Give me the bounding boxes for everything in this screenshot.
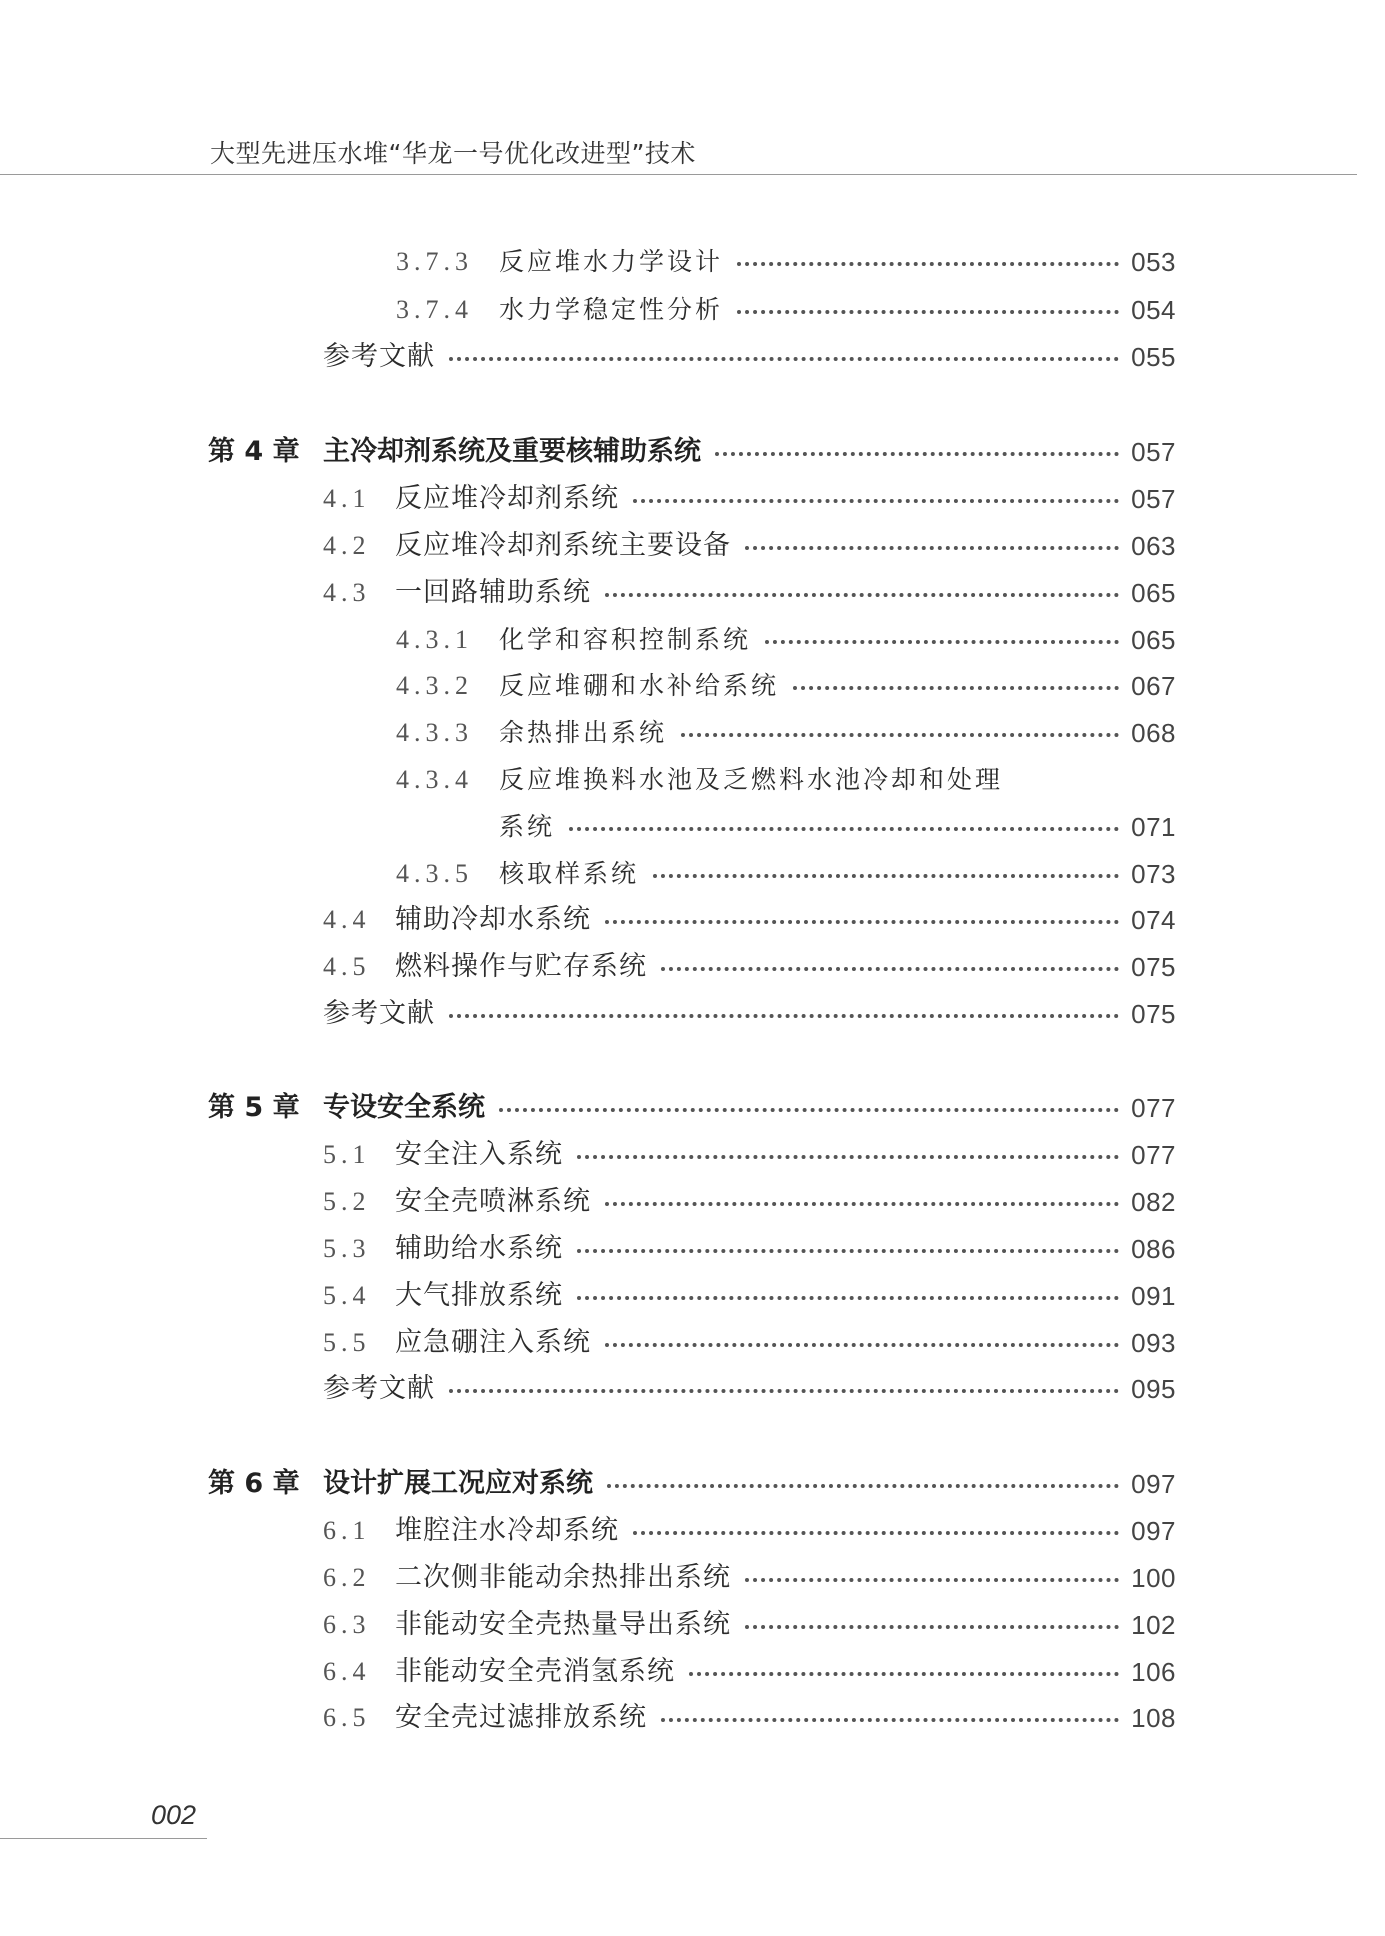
- toc-entry-title: 辅助给水系统: [395, 1233, 563, 1264]
- toc-entry-page: 077: [1131, 1093, 1176, 1123]
- chapter-number: 第 4 章: [208, 436, 300, 467]
- toc-entry-title: 参考文献: [323, 998, 435, 1029]
- toc-entry-5-4[interactable]: [323, 1276, 1176, 1316]
- dot-leader: [745, 1625, 1119, 1629]
- toc-entry-title: 安全壳喷淋系统: [395, 1186, 591, 1217]
- toc-entry-3-7-4[interactable]: [396, 290, 1176, 330]
- dot-leader: [577, 1296, 1119, 1300]
- footer-page-number: 002: [151, 1800, 197, 1830]
- toc-entry-4-5[interactable]: [323, 947, 1176, 987]
- dot-leader: [745, 1578, 1119, 1582]
- dot-leader: [605, 920, 1119, 924]
- dot-leader: [715, 452, 1119, 456]
- toc-entry-page: 075: [1131, 999, 1176, 1029]
- toc-entry-title: 参考文献: [323, 341, 435, 372]
- toc-entry-title: 辅助冷却水系统: [395, 904, 591, 935]
- toc-entry-5-1[interactable]: [323, 1135, 1176, 1175]
- toc-entry-number: 5.4: [323, 1281, 371, 1310]
- toc-entry-page: 102: [1131, 1610, 1176, 1640]
- dot-leader: [765, 640, 1119, 644]
- dot-leader: [607, 1484, 1119, 1488]
- toc-entry-title: 二次侧非能动余热排出系统: [395, 1562, 731, 1593]
- toc-entry-page: 106: [1131, 1657, 1176, 1687]
- toc-entry-number: 4.3.4: [396, 765, 473, 794]
- toc-entry-number: 3.7.3: [396, 247, 473, 276]
- toc-entry-page: 053: [1131, 247, 1176, 277]
- toc-entry-page: 082: [1131, 1187, 1176, 1217]
- toc-entry-4-3-5[interactable]: [396, 854, 1176, 894]
- header-divider: [0, 174, 1357, 175]
- dot-leader: [793, 686, 1119, 690]
- toc-entry-title: 核取样系统: [499, 859, 640, 888]
- toc-entry-references-ch3[interactable]: [323, 337, 1176, 377]
- toc-entry-5-5[interactable]: [323, 1323, 1176, 1363]
- toc-entry-page: 108: [1131, 1703, 1176, 1733]
- toc-entry-title: 一回路辅助系统: [395, 577, 591, 608]
- toc-entry-page: 074: [1131, 905, 1176, 935]
- toc-entry-title: 余热排出系统: [499, 718, 668, 747]
- chapter-number: 第 5 章: [208, 1092, 300, 1123]
- dot-leader: [577, 1249, 1119, 1253]
- toc-entry-title: 非能动安全壳热量导出系统: [395, 1609, 731, 1640]
- toc-chapter-5[interactable]: [208, 1088, 1176, 1128]
- toc-entry-title: 安全注入系统: [395, 1139, 563, 1170]
- toc-entry-title: 燃料操作与贮存系统: [395, 951, 647, 982]
- dot-leader: [681, 733, 1119, 737]
- toc-entry-number: 4.3.1: [396, 625, 473, 654]
- toc-entry-number: 6.4: [323, 1657, 371, 1686]
- toc-entry-number: 5.1: [323, 1140, 371, 1169]
- dot-leader: [737, 262, 1119, 266]
- toc-entry-6-2[interactable]: [323, 1558, 1176, 1598]
- toc-entry-page: 075: [1131, 952, 1176, 982]
- toc-entry-number: 4.3.2: [396, 671, 473, 700]
- toc-entry-page: 097: [1131, 1469, 1176, 1499]
- toc-entry-page: 097: [1131, 1516, 1176, 1546]
- running-header-title: 大型先进压水堆“华龙一号优化改进型”技术: [210, 139, 696, 168]
- chapter-title: 主冷却剂系统及重要核辅助系统: [323, 436, 701, 467]
- chapter-number: 第 6 章: [208, 1468, 300, 1499]
- toc-entry-5-3[interactable]: [323, 1229, 1176, 1269]
- dot-leader: [633, 1531, 1119, 1535]
- toc-entry-number: 4.3: [323, 578, 371, 607]
- toc-entry-references-ch4[interactable]: [323, 994, 1176, 1034]
- toc-chapter-4[interactable]: [208, 432, 1176, 472]
- dot-leader: [653, 874, 1119, 878]
- toc-entry-page: 055: [1131, 342, 1176, 372]
- dot-leader: [499, 1108, 1119, 1112]
- toc-entry-6-3[interactable]: [323, 1605, 1176, 1645]
- toc-entry-3-7-3[interactable]: [396, 242, 1176, 282]
- toc-entry-6-5[interactable]: [323, 1698, 1176, 1738]
- toc-entry-page: 054: [1131, 295, 1176, 325]
- toc-entry-title: 大气排放系统: [395, 1280, 563, 1311]
- dot-leader: [689, 1672, 1119, 1676]
- dot-leader: [737, 310, 1119, 314]
- toc-entry-title: 反应堆硼和水补给系统: [499, 671, 780, 700]
- toc-entry-number: 4.4: [323, 905, 371, 934]
- toc-entry-page: 071: [1131, 812, 1176, 842]
- dot-leader: [661, 1718, 1119, 1722]
- dot-leader: [605, 1343, 1119, 1347]
- dot-leader: [745, 546, 1119, 550]
- toc-entry-title: 反应堆冷却剂系统主要设备: [395, 530, 731, 561]
- toc-chapter-6[interactable]: [208, 1464, 1176, 1504]
- dot-leader: [449, 1014, 1119, 1018]
- toc-entry-4-1[interactable]: [323, 479, 1176, 519]
- dot-leader: [569, 827, 1119, 831]
- toc-entry-page: 057: [1131, 437, 1176, 467]
- toc-entry-page: 063: [1131, 531, 1176, 561]
- dot-leader: [633, 499, 1119, 503]
- toc-entry-4-3-3[interactable]: [396, 713, 1176, 753]
- toc-entry-4-3-4[interactable]: [396, 760, 1176, 800]
- toc-entry-page: 065: [1131, 578, 1176, 608]
- toc-entry-page: 093: [1131, 1328, 1176, 1358]
- toc-entry-4-3-1[interactable]: [396, 620, 1176, 660]
- toc-entry-4-3-4-continued[interactable]: [499, 807, 1176, 847]
- toc-entry-number: 5.2: [323, 1187, 371, 1216]
- toc-entry-6-1[interactable]: [323, 1511, 1176, 1551]
- toc-entry-title: 参考文献: [323, 1373, 435, 1404]
- chapter-title: 专设安全系统: [323, 1092, 485, 1123]
- toc-entry-6-4[interactable]: [323, 1652, 1176, 1692]
- toc-entry-number: 3.7.4: [396, 295, 473, 324]
- dot-leader: [661, 967, 1119, 971]
- toc-entry-title: 安全壳过滤排放系统: [395, 1702, 647, 1733]
- dot-leader: [449, 1389, 1119, 1393]
- toc-entry-title: 应急硼注入系统: [395, 1327, 591, 1358]
- toc-entry-title-continued: 系统: [499, 812, 556, 841]
- toc-entry-number: 6.2: [323, 1563, 371, 1592]
- footer-divider: [0, 1838, 207, 1839]
- toc-entry-5-2[interactable]: [323, 1182, 1176, 1222]
- toc-entry-page: 065: [1131, 625, 1176, 655]
- dot-leader: [605, 1202, 1119, 1206]
- toc-entry-title: 水力学稳定性分析: [499, 295, 724, 324]
- toc-entry-title: 非能动安全壳消氢系统: [395, 1656, 675, 1687]
- toc-entry-page: 073: [1131, 859, 1176, 889]
- toc-entry-number: 4.1: [323, 484, 371, 513]
- toc-entry-number: 5.3: [323, 1234, 371, 1263]
- toc-entry-page: 057: [1131, 484, 1176, 514]
- toc-entry-number: 4.3.5: [396, 859, 473, 888]
- toc-entry-4-3[interactable]: [323, 573, 1176, 613]
- chapter-title: 设计扩展工况应对系统: [323, 1468, 593, 1499]
- toc-entry-number: 4.2: [323, 531, 371, 560]
- dot-leader: [577, 1155, 1119, 1159]
- toc-entry-references-ch5[interactable]: [323, 1369, 1176, 1409]
- toc-entry-4-2[interactable]: [323, 526, 1176, 566]
- toc-entry-page: 077: [1131, 1140, 1176, 1170]
- toc-entry-number: 4.5: [323, 952, 371, 981]
- toc-entry-number: 6.1: [323, 1516, 371, 1545]
- toc-entry-page: 095: [1131, 1374, 1176, 1404]
- toc-entry-page: 067: [1131, 671, 1176, 701]
- toc-entry-number: 4.3.3: [396, 718, 473, 747]
- toc-entry-page: 100: [1131, 1563, 1176, 1593]
- dot-leader: [605, 593, 1119, 597]
- toc-entry-4-4[interactable]: [323, 900, 1176, 940]
- toc-entry-title: 反应堆水力学设计: [499, 247, 724, 276]
- toc-entry-title: 化学和容积控制系统: [499, 625, 752, 654]
- toc-entry-title: 堆腔注水冷却系统: [395, 1515, 619, 1546]
- toc-entry-number: 5.5: [323, 1328, 371, 1357]
- toc-entry-title: 反应堆换料水池及乏燃料水池冷却和处理: [499, 765, 1004, 794]
- toc-entry-4-3-2[interactable]: [396, 666, 1176, 706]
- dot-leader: [449, 357, 1119, 361]
- toc-entry-page: 086: [1131, 1234, 1176, 1264]
- toc-entry-title: 反应堆冷却剂系统: [395, 483, 619, 514]
- toc-entry-page: 068: [1131, 718, 1176, 748]
- toc-entry-number: 6.3: [323, 1610, 371, 1639]
- toc-entry-page: 091: [1131, 1281, 1176, 1311]
- toc-entry-number: 6.5: [323, 1703, 371, 1732]
